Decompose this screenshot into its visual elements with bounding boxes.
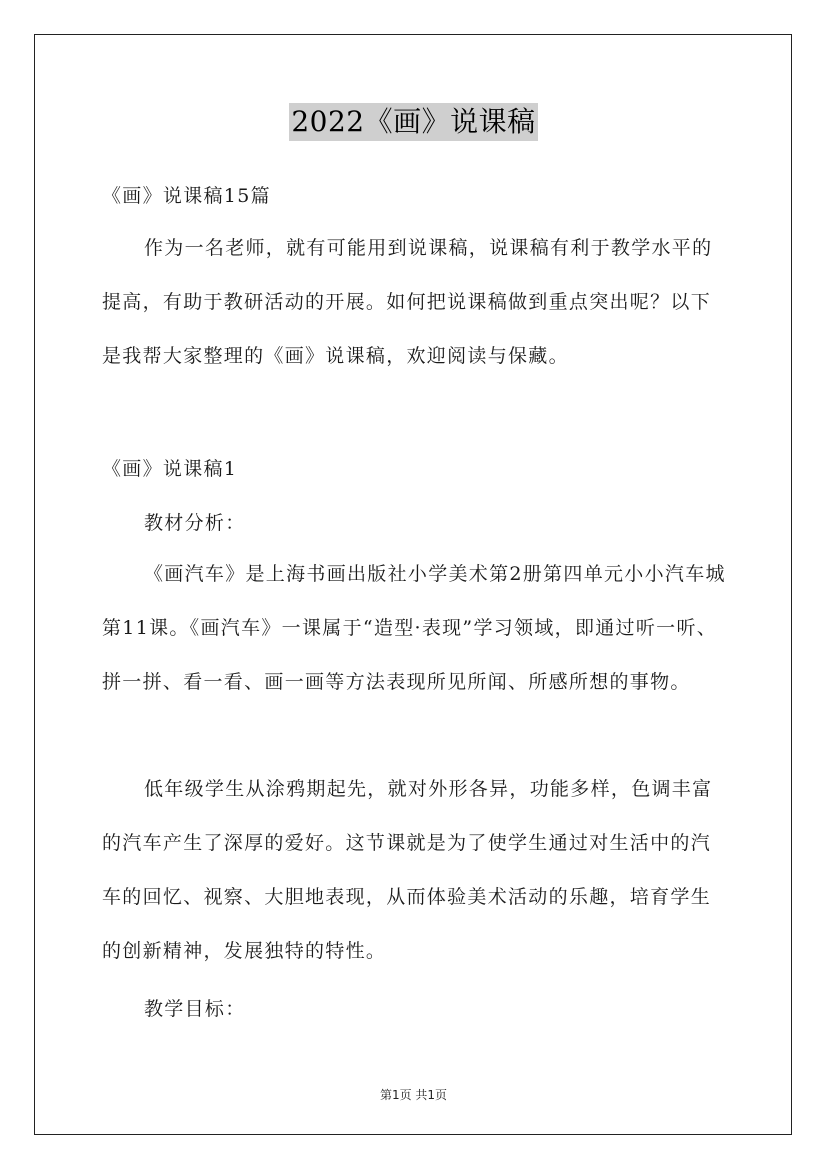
- analysis-paragraph: 《画汽车》是上海书画出版社小学美术第2册第四单元小小汽车城第11课。《画汽车》一课属于“造型·表现”学习领域，即通过听一听、拼一拼、看一看、画一画等方法表现所见所闻、所感所想的事物。: [102, 563, 726, 693]
- analysis-heading: 教材分析：: [144, 512, 246, 534]
- title-container: [0, 103, 827, 141]
- goals-heading: 教学目标：: [144, 998, 246, 1020]
- document-title: 2022《画》说课稿: [289, 103, 537, 141]
- document-subtitle: 《画》说课稿15篇: [102, 185, 271, 207]
- intro-paragraph: 作为一名老师，就有可能用到说课稿，说课稿有利于教学水平的提高，有助于教研活动的开展。如何把说课稿做到重点突出呢？以下是我帮大家整理的《画》说课稿，欢迎阅读与保藏。: [102, 237, 713, 367]
- page-footer: 第1页 共1页: [379, 1088, 448, 1102]
- students-paragraph: 低年级学生从涂鸦期起先，就对外形各异，功能多样，色调丰富的汽车产生了深厚的爱好。这节课就是为了使学生通过对生活中的汽车的回忆、视察、大胆地表现，从而体验美术活动的乐趣，培育学生的创新精神，发展独特的特性。: [102, 778, 713, 962]
- section-heading: 《画》说课稿1: [102, 458, 238, 480]
